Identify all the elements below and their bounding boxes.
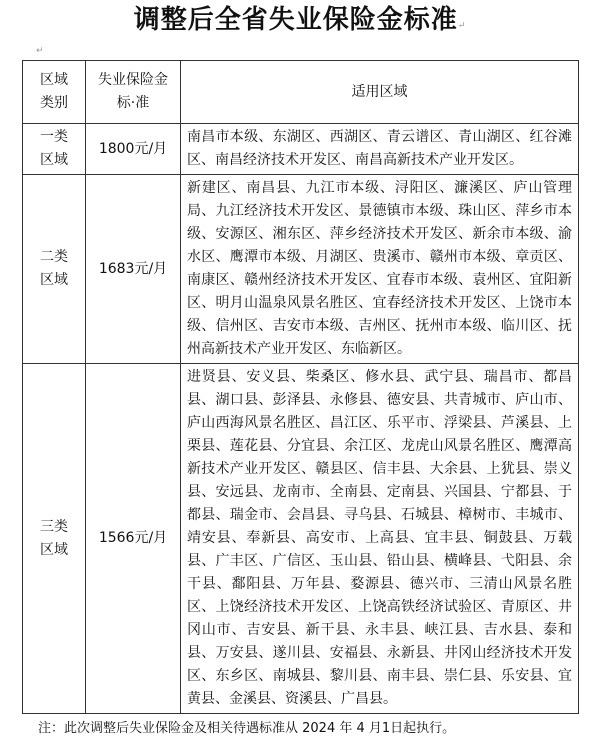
- paragraph-mark-icon: ↵: [36, 46, 44, 56]
- table-row: [23, 124, 579, 175]
- areas-cell: 进贤县、安义县、柴桑区、修水县、武宁县、瑞昌市、都昌县、湖口县、彭泽县、永修县、德安县、共青城市、庐山市、庐山西海风景名胜区、昌江区、乐平市、浮梁县、芦溪县、上栗县、莲花县、分宜县、余江区、龙虎山风景名胜区、鹰潭高新技术产业开发区、赣县区、信丰县、大余县、上犹县、崇义县、安远县、龙南市、全南县、定南县、兴国县、宁都县、于都县、瑞金市、会昌县、寻乌县、石城县、樟树市、丰城市、靖安县、奉新县、高安市、上高县、宜丰县、铜鼓县、万载县、广丰区、广信区、玉山县、铅山县、横峰县、弋阳县、余干县、鄱阳县、万年县、婺源县、德兴市、三清山风景名胜区、上饶经济技术开发区、上饶高铁经济试验区、青原区、井冈山市、吉安县、新干县、永丰县、峡江县、吉水县、泰和县、万安县、遂川县、安福县、永新县、井冈山经济技术开发区、东乡区、南城县、黎川县、南丰县、崇仁县、乐安县、宜黄县、金溪县、资溪县、广昌县。: [181, 364, 579, 714]
- areas-cell: 新建区、南昌县、九江市本级、浔阳区、濂溪区、庐山管理局、九江经济技术开发区、景德镇市本级、珠山区、萍乡市本级、安源区、湘东区、萍乡经济技术开发区、新余市本级、渝水区、鹰潭市本级、月湖区、贵溪市、赣州市本级、章贡区、南康区、赣州经济技术开发区、宜春市本级、袁州区、宜阳新区、明月山温泉风景名胜区、宜春经济技术开发区、上饶市本级、信州区、吉安市本级、吉州区、抚州市本级、临川区、抚州高新技术产业开发区、东临新区。: [181, 175, 579, 364]
- areas-cell: 南昌市本级、东湖区、西湖区、青云谱区、青山湖区、红谷滩区、南昌经济技术开发区、南昌高新技术产业开发区。: [181, 124, 579, 175]
- table-row: [23, 175, 579, 364]
- table-row: [23, 364, 579, 714]
- page-title: 调整后全省失业保险金标准↵: [133, 5, 467, 35]
- standard-cell: 1566元/月: [86, 364, 181, 714]
- header-region-class: 区域 类别: [23, 61, 86, 124]
- region-class-cell: 二类 区域: [23, 175, 86, 364]
- standard-cell: 1683元/月: [86, 175, 181, 364]
- footnote: 注：此次调整后失业保险金及相关待遇标准从 2024 年 4 月1日起执行。: [38, 721, 456, 736]
- paragraph-mark-icon: ↵: [457, 21, 467, 31]
- header-areas: 适用区域: [181, 61, 579, 124]
- region-class-cell: 一类 区域: [23, 124, 86, 175]
- unemployment-insurance-table: [22, 60, 579, 714]
- standard-cell: 1800元/月: [86, 124, 181, 175]
- region-class-cell: 三类 区域: [23, 364, 86, 714]
- table-header-row: [23, 61, 579, 124]
- header-standard: 失业保险金 标·准: [86, 61, 181, 124]
